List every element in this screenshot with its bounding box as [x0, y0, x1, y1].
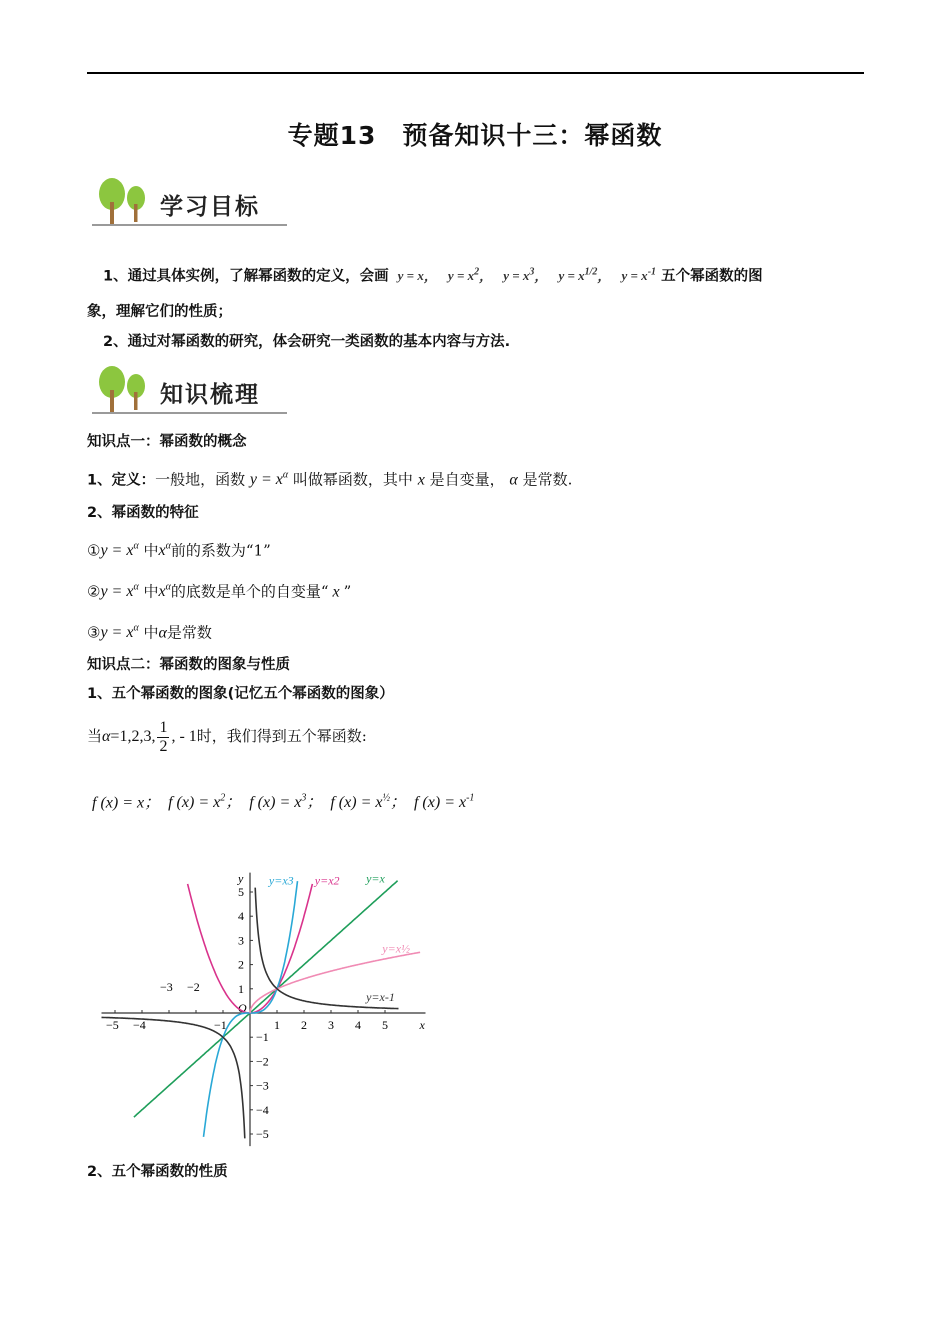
power-functions-graph	[98, 858, 443, 1148]
series-label: y=x	[366, 871, 385, 886]
func-y-x2: $y = x^2$	[447, 267, 480, 284]
alpha-values-line: 当α=1,2,3, $\frac{1}{2}$ , - 1时，我们得到五个幂函数:	[87, 718, 367, 755]
kp2-sub1: 1、五个幂函数的图象(记忆五个幂函数的图象）	[87, 686, 394, 702]
x-tick-label: −3	[160, 980, 173, 994]
y-tick-label: 5	[238, 885, 244, 899]
feature-2: ②y = $x^\alpha$ 中$x^\alpha$的底数是单个的自变量“ x ”	[87, 582, 352, 601]
features-heading: 2、幂函数的特征	[87, 505, 199, 521]
func-y-xinv: $y = x^{-1}$	[621, 267, 657, 284]
goal-item-1: 1、通过具体实例，了解幂函数的定义，会画 y = x， $y = x^2$， $y = x^3$， $y = x^{1/2}$， $y = x^{-1}$ 五个幂函数的图	[103, 267, 763, 285]
func-fx-2: f $(x) = x^2$；	[168, 793, 242, 812]
x-tick-label: −2	[187, 980, 200, 994]
section-goals-title: 学习目标	[160, 194, 260, 220]
def-label: 1、定义：	[87, 472, 156, 489]
series-label: y=x½	[382, 941, 411, 956]
goal-1-text: 1、通过具体实例，了解幂函数的定义，会画	[103, 268, 389, 285]
five-functions-line	[92, 788, 474, 814]
header-rule	[87, 72, 864, 74]
section-knowledge-title: 知识梳理	[160, 382, 260, 408]
goal-item-1-line2: 象，理解它们的性质；	[87, 304, 232, 320]
x-tick-label: 4	[355, 1018, 361, 1032]
kp2-heading: 知识点二：幂函数的图象与性质	[87, 657, 290, 673]
x-tick-label: 5	[382, 1018, 388, 1032]
fraction-one-half: $\frac{1}{2}$	[159, 718, 168, 755]
x-axis-label: x	[419, 1018, 425, 1032]
y-axis-label: y	[238, 871, 244, 886]
tree-icon	[92, 364, 152, 414]
y-tick-label: 2	[238, 957, 244, 972]
kp2-sub2: 2、五个幂函数的性质	[87, 1164, 228, 1180]
series-label: y=x-1	[366, 989, 395, 1004]
section-knowledge-underline	[92, 412, 287, 414]
series-label: y=x2	[314, 873, 340, 888]
y-tick-label: 1	[238, 981, 244, 996]
func-y-xhalf: $y = x^{1/2}$	[558, 267, 598, 284]
y-tick-label: −1	[256, 1030, 269, 1045]
section-goals-underline	[92, 224, 287, 226]
y-tick-label: −3	[256, 1078, 269, 1093]
func-fx-1: f (x) = x；	[92, 794, 161, 812]
x-tick-label: −4	[133, 1018, 146, 1032]
func-y-x3: $y = x^3$	[503, 267, 535, 284]
x-tick-label: −5	[106, 1018, 119, 1032]
func-y-x: y = x	[397, 268, 424, 284]
func-fx-inv: f $(x) = x^{-1}$	[413, 793, 475, 812]
origin-label: O	[238, 1001, 247, 1015]
feature-1: ①y = $x^\alpha$ 中$x^\alpha$前的系数为“1”	[87, 541, 271, 560]
func-fx-half: f $(x) = x^{\frac{1}{2}}$；	[330, 793, 406, 812]
x-tick-label: 2	[301, 1018, 307, 1032]
tree-icon	[92, 176, 152, 226]
kp1-heading: 知识点一：幂函数的概念	[87, 434, 247, 450]
y-tick-label: 4	[238, 909, 244, 924]
goal-item-2: 2、通过对幂函数的研究，体会研究一类函数的基本内容与方法.	[103, 334, 511, 350]
section-knowledge-header	[92, 364, 287, 414]
y-tick-label: −2	[256, 1054, 269, 1069]
y-tick-label: −5	[256, 1127, 269, 1141]
feature-3: ③y = $x^\alpha$ 中α是常数	[87, 623, 212, 642]
page-title: 专题13 预备知识十三：幂函数	[287, 121, 663, 150]
goal-1-suffix: 五个幂函数的图	[661, 268, 763, 285]
def-formula: $y = x^\alpha$	[249, 470, 289, 489]
y-tick-label: 3	[238, 933, 244, 948]
x-tick-label: 1	[274, 1018, 280, 1032]
series-label: y=x3	[268, 873, 294, 888]
kp1-definition: 1、定义：一般地，函数 $y = x^\alpha$ 叫做幂函数，其中 x 是自变量， α 是常数.	[87, 470, 573, 489]
x-tick-label: −1	[214, 1018, 227, 1032]
func-fx-3: f $(x) = x^3$；	[249, 793, 323, 812]
section-goals-header	[92, 176, 287, 226]
y-tick-label: −4	[256, 1102, 269, 1117]
x-tick-label: 3	[328, 1018, 334, 1032]
